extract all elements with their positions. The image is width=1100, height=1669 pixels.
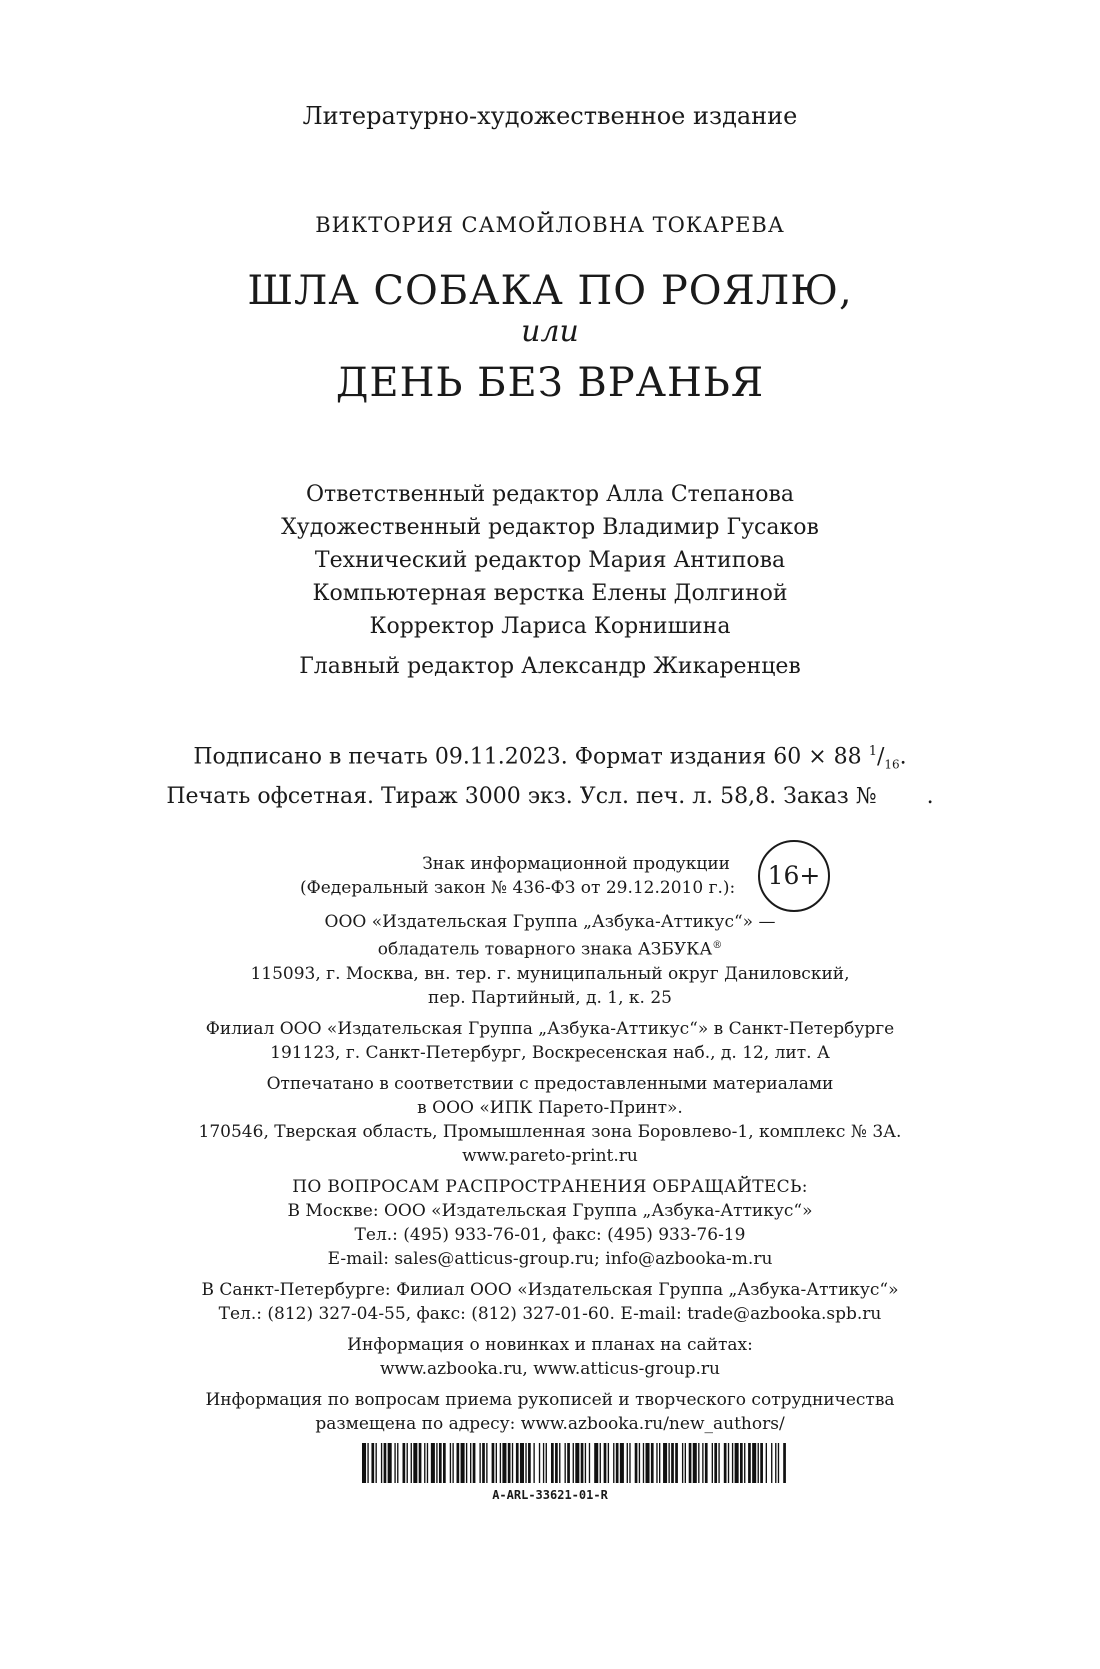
barcode-bar bbox=[656, 1443, 657, 1483]
barcode-bar bbox=[685, 1443, 686, 1483]
barcode-bar bbox=[502, 1443, 506, 1483]
barcode-bar bbox=[616, 1443, 619, 1483]
barcode-bar bbox=[712, 1443, 713, 1483]
barcode-bar bbox=[452, 1443, 453, 1483]
barcode-bar bbox=[376, 1443, 377, 1483]
barcode-bar bbox=[600, 1443, 601, 1483]
barcode-bar bbox=[693, 1443, 697, 1483]
barcode-bar bbox=[443, 1443, 446, 1483]
distribution-moscow-2: Тел.: (495) 933-76-01, факс: (495) 933-76-19 bbox=[354, 1224, 746, 1245]
barcode-bar bbox=[714, 1443, 717, 1483]
branch-line-1: Филиал ООО «Издательская Группа „Азбука-Аттикус“» в Санкт-Петербурге bbox=[205, 1018, 895, 1039]
barcode-bar bbox=[778, 1443, 779, 1483]
barcode-bar bbox=[555, 1443, 558, 1483]
barcode-bar bbox=[627, 1443, 628, 1483]
barcode-bar bbox=[565, 1443, 566, 1483]
barcode-bar bbox=[496, 1443, 497, 1483]
barcode-bar bbox=[397, 1443, 398, 1483]
barcode-bar bbox=[407, 1443, 408, 1483]
publisher-name-1: ООО «Издательская Группа „Азбука-Аттикус“» — bbox=[324, 912, 776, 932]
printed-block bbox=[0, 1072, 1100, 1168]
barcode-bar bbox=[371, 1443, 374, 1483]
edition-type: Литературно-художественное издание bbox=[302, 102, 798, 130]
barcode-bar bbox=[508, 1443, 511, 1483]
barcode-bar bbox=[771, 1443, 772, 1483]
format-slash: / bbox=[876, 744, 885, 770]
barcode-bar bbox=[492, 1443, 495, 1483]
barcode-bar bbox=[783, 1443, 786, 1483]
barcode-bar bbox=[500, 1443, 501, 1483]
barcode-bar bbox=[525, 1443, 526, 1483]
title-line-2: ДЕНЬ БЕЗ ВРАНЬЯ bbox=[335, 360, 765, 406]
barcode-bar bbox=[424, 1443, 425, 1483]
barcode-bar bbox=[473, 1443, 476, 1483]
barcode-bar bbox=[689, 1443, 692, 1483]
distribution-moscow-3: E-mail: sales@atticus-group.ru; info@azbooka-m.ru bbox=[327, 1248, 773, 1269]
barcode-bar bbox=[431, 1443, 435, 1483]
barcode-bar bbox=[539, 1443, 540, 1483]
barcode-bar bbox=[613, 1443, 614, 1483]
manuscripts-line-1: Информация по вопросам приема рукописей и творческого сотрудничества bbox=[205, 1389, 895, 1410]
barcode-bar bbox=[671, 1443, 674, 1483]
barcode-bar bbox=[384, 1443, 387, 1483]
barcode-bar bbox=[659, 1443, 660, 1483]
barcode-bar bbox=[585, 1443, 586, 1483]
printed-line-1: Отпечатано в соответствии с предоставленными материалами bbox=[266, 1073, 834, 1094]
branch-block bbox=[0, 1017, 1100, 1065]
barcode-bar bbox=[760, 1443, 763, 1483]
credit-line: Ответственный редактор Алла Степанова bbox=[305, 482, 795, 507]
printing-line-2-end: . bbox=[926, 783, 934, 809]
barcode-bar bbox=[411, 1443, 412, 1483]
news-block bbox=[0, 1333, 1100, 1381]
barcode-bar bbox=[394, 1443, 395, 1483]
barcode-bar bbox=[466, 1443, 467, 1483]
barcode-bar bbox=[388, 1443, 392, 1483]
barcode-bar bbox=[427, 1443, 428, 1483]
trademark-symbol: ® bbox=[712, 940, 723, 951]
barcode-bar bbox=[643, 1443, 644, 1483]
barcode-bar bbox=[744, 1443, 745, 1483]
age-rating-badge: 16+ bbox=[758, 840, 830, 912]
barcode-bar bbox=[682, 1443, 683, 1483]
barcode-bar bbox=[362, 1443, 366, 1483]
news-line-1: Информация о новинках и планах на сайтах: bbox=[347, 1334, 753, 1355]
barcode-bar bbox=[620, 1443, 624, 1483]
barcode-bar bbox=[528, 1443, 531, 1483]
barcode-bar bbox=[775, 1443, 776, 1483]
barcode-bar bbox=[758, 1443, 759, 1483]
info-product-sign bbox=[300, 852, 736, 900]
barcode-bar bbox=[752, 1443, 756, 1483]
printing-info bbox=[0, 736, 1100, 813]
barcode-bar bbox=[533, 1443, 534, 1483]
printed-line-4: www.pareto-print.ru bbox=[462, 1145, 638, 1166]
credits-list bbox=[0, 478, 1100, 643]
manuscripts-block bbox=[0, 1388, 1100, 1436]
barcode-bar bbox=[698, 1443, 699, 1483]
printed-line-3: 170546, Тверская область, Промышленная зона Боровлево-1, комплекс № 3А. bbox=[198, 1121, 902, 1142]
barcode-bar bbox=[403, 1443, 406, 1483]
credit-line: Художественный редактор Владимир Гусаков bbox=[281, 515, 819, 540]
publisher-block bbox=[0, 910, 1100, 1010]
barcode-bar bbox=[546, 1443, 547, 1483]
barcode-bar bbox=[766, 1443, 767, 1483]
barcode-bar bbox=[732, 1443, 733, 1483]
distribution-spb-block bbox=[0, 1278, 1100, 1326]
manuscripts-line-2: размещена по адресу: www.azbooka.ru/new_authors/ bbox=[315, 1413, 785, 1434]
publisher-info bbox=[0, 910, 1100, 1443]
credit-line: Компьютерная верстка Елены Долгиной bbox=[312, 581, 788, 606]
barcode-image bbox=[362, 1443, 786, 1483]
barcode-bar bbox=[551, 1443, 554, 1483]
distribution-spb-2: Тел.: (812) 327-04-55, факс: (812) 327-01-60. E-mail: trade@azbooka.spb.ru bbox=[218, 1303, 882, 1324]
barcode-bar bbox=[581, 1443, 584, 1483]
barcode-bar bbox=[457, 1443, 460, 1483]
printing-line-1-text: Подписано в печать 09.11.2023. Формат издания 60 × 88 bbox=[193, 744, 869, 770]
barcode-bar bbox=[573, 1443, 574, 1483]
barcode-bar bbox=[413, 1443, 417, 1483]
barcode-bar bbox=[604, 1443, 607, 1483]
barcode-bar bbox=[646, 1443, 650, 1483]
barcode-bar bbox=[482, 1443, 485, 1483]
barcode-bar bbox=[724, 1443, 727, 1483]
barcode-bar bbox=[450, 1443, 451, 1483]
barcode-bar bbox=[381, 1443, 382, 1483]
credit-line: Технический редактор Мария Антипова bbox=[314, 548, 786, 573]
printing-line-1-end: . bbox=[899, 744, 907, 770]
info-sign-line-1: Знак информационной продукции bbox=[422, 854, 730, 874]
barcode-bar bbox=[559, 1443, 560, 1483]
barcode-bar bbox=[635, 1443, 638, 1483]
barcode-bar bbox=[461, 1443, 465, 1483]
printing-line-2-text: Печать офсетная. Тираж 3000 экз. Усл. печ. л. 58,8. Заказ № bbox=[166, 783, 877, 809]
distribution-spb-1: В Санкт-Петербурге: Филиал ООО «Издательская Группа „Азбука-Аттикус“» bbox=[201, 1279, 899, 1300]
barcode-bar bbox=[651, 1443, 654, 1483]
barcode-bar bbox=[728, 1443, 729, 1483]
barcode-bar bbox=[575, 1443, 579, 1483]
barcode-bar bbox=[439, 1443, 442, 1483]
format-numerator: 1 bbox=[868, 744, 877, 759]
barcode-bar bbox=[668, 1443, 669, 1483]
barcode-bar bbox=[675, 1443, 678, 1483]
title-line-1: ШЛА СОБАКА ПО РОЯЛЮ, bbox=[247, 268, 853, 314]
barcode-bar bbox=[419, 1443, 422, 1483]
barcode-bar bbox=[594, 1443, 598, 1483]
publisher-address-2: пер. Партийный, д. 1, к. 25 bbox=[428, 987, 672, 1008]
chief-editor: Главный редактор Александр Жикаренцев bbox=[299, 654, 801, 679]
barcode-bar bbox=[436, 1443, 437, 1483]
publisher-name-2 bbox=[0, 934, 1100, 962]
barcode-bar bbox=[735, 1443, 739, 1483]
credit-line: Корректор Лариса Корнишина bbox=[369, 614, 731, 639]
barcode-bar bbox=[629, 1443, 630, 1483]
distribution-moscow-1: В Москве: ООО «Издательская Группа „Азбука-Аттикус“» bbox=[287, 1200, 813, 1221]
info-sign-line-2: (Федеральный закон № 436-ФЗ от 29.12.2010 г.): bbox=[300, 878, 736, 898]
barcode-bar bbox=[608, 1443, 609, 1483]
news-line-2: www.azbooka.ru, www.atticus-group.ru bbox=[380, 1358, 720, 1379]
format-denominator: 16 bbox=[884, 757, 900, 772]
distribution-heading: ПО ВОПРОСАМ РАСПРОСТРАНЕНИЯ ОБРАЩАЙТЕСЬ: bbox=[292, 1176, 808, 1197]
barcode-bar bbox=[663, 1443, 667, 1483]
printing-line-2 bbox=[0, 781, 1100, 813]
publisher-name-2-text: обладатель товарного знака АЗБУКА bbox=[377, 939, 713, 960]
publisher-address-1: 115093, г. Москва, вн. тер. г. муниципальный округ Даниловский, bbox=[250, 963, 850, 984]
barcode-bar bbox=[740, 1443, 743, 1483]
barcode-bar bbox=[367, 1443, 368, 1483]
barcode-bar bbox=[705, 1443, 708, 1483]
printed-line-2: в ООО «ИПК Парето-Принт». bbox=[417, 1097, 683, 1118]
barcode-code: A-ARL-33621-01-R bbox=[492, 1488, 608, 1502]
barcode-bar bbox=[567, 1443, 570, 1483]
printing-line-1 bbox=[0, 736, 1100, 781]
barcode-bar bbox=[470, 1443, 471, 1483]
barcode-bar bbox=[702, 1443, 703, 1483]
barcode-bar bbox=[486, 1443, 487, 1483]
distribution-block bbox=[0, 1175, 1100, 1271]
barcode-bar bbox=[512, 1443, 513, 1483]
barcode-bar bbox=[520, 1443, 524, 1483]
barcode-bar bbox=[718, 1443, 719, 1483]
barcode-bar bbox=[639, 1443, 640, 1483]
barcode-bar bbox=[589, 1443, 590, 1483]
barcode-bar bbox=[479, 1443, 480, 1483]
barcode-bar bbox=[543, 1443, 544, 1483]
title-or: или bbox=[521, 314, 579, 349]
author-name: ВИКТОРИЯ САМОЙЛОВНА ТОКАРЕВА bbox=[315, 213, 785, 237]
branch-line-2: 191123, г. Санкт-Петербург, Воскресенская наб., д. 12, лит. А bbox=[270, 1042, 830, 1063]
barcode-bar bbox=[748, 1443, 751, 1483]
barcode-bar bbox=[516, 1443, 519, 1483]
